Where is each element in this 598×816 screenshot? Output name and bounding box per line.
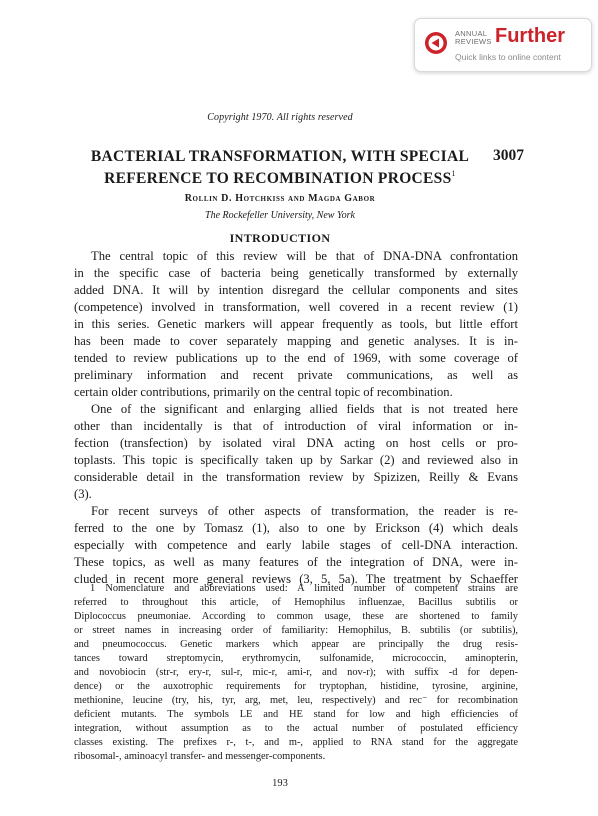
body-line: has been made to cover separately mapping and genetic analyses. It is in-	[74, 334, 518, 348]
further-links-badge[interactable]	[414, 18, 592, 72]
body-line: For recent surveys of other aspects of transformation, the reader is re-	[91, 504, 518, 518]
footnote-line: Diplococcus pneumoniae. According to common usage, these are shortened to family	[74, 611, 518, 622]
body-line: (competence) involved in transformation, well covered in a recent review (1)	[74, 300, 518, 314]
footnote-line: deficient mutants. The symbols LE and HE stand for low and high efficiencies of	[74, 709, 518, 720]
body-line: fection (transfection) by isolated viral DNA acting on host cells or pro-	[74, 436, 518, 450]
body-line: (3).	[74, 487, 92, 501]
footnote-line: methionine, leucine (try, his, tyr, arg, met, leu, respectively) and rec⁻ for recombination	[74, 695, 518, 706]
annual-reviews-play-icon	[424, 31, 448, 55]
article-title	[60, 148, 500, 187]
body-line: ferred to the one by Tomasz (1), also to one by Erickson (4) which deals	[74, 521, 518, 535]
footnote-line: 1 Nomenclature and abbreviations used: A limited number of competent strains are	[90, 583, 518, 594]
body-line: toplasts. This topic is specifically taken up by Sarkar (2) and reviewed also in	[74, 453, 518, 467]
title-line-2	[60, 165, 500, 187]
authors: Rollin D. Hotchkiss and Magda Gabor	[184, 193, 376, 204]
body-line: One of the significant and enlarging allied fields that is not treated here	[91, 402, 518, 416]
footnote-line: referred to throughout this article, of Hemophilus influenzae, Bacillus subtilis or	[74, 597, 518, 608]
body-line: tended to review publications up to the end of 1969, with some coverage of	[74, 351, 518, 365]
annual-text: ANNUAL	[455, 29, 488, 38]
body-line: These topics, as well as many features of the integration of DNA, were in-	[74, 555, 518, 569]
copyright-notice: Copyright 1970. All rights reserved	[207, 112, 353, 123]
reviews-text: REVIEWS	[455, 37, 492, 46]
body-line: other than incidentally is that of introduction of viral information or in-	[74, 419, 518, 433]
body-line: in this series. Genetic markers will appear frequently as tools, but little effort	[74, 317, 518, 331]
footnote-line: and pneumococcus. Genetic markers which appear are principally the drug resis-	[74, 639, 518, 650]
article-number: 3007	[493, 147, 524, 164]
footnote-line: ribosomal-, aminoacyl transfer- and messenger-components.	[74, 751, 326, 762]
footnote-line: or street names in increasing order of familiarity: Hemophilus, B. subtilis (or subtilis),	[74, 625, 518, 636]
annual-reviews-wordmark	[455, 30, 495, 46]
body-line: considerable detail in the transformation review by Spizizen, Reilly & Evans	[74, 470, 518, 484]
footnote-line: and novobiocin (str-r, ery-r, sul-r, mic-r, ami-r, and nov-r); with suffix -d for depen-	[74, 667, 518, 678]
footnote-line: dence) or the auxotrophic requirements for tryptophan, histidine, tyrosine, arginine,	[74, 681, 518, 692]
body-line: The central topic of this review will be that of DNA-DNA confrontation	[91, 249, 518, 263]
title-line-1: BACTERIAL TRANSFORMATION, WITH SPECIAL	[90, 148, 470, 165]
body-line: cluded in recent more general reviews (3, 5, 5a). The treatment by Schaeffer	[74, 572, 518, 586]
section-heading: INTRODUCTION	[229, 231, 331, 245]
body-line: certain older contributions, primarily on the central topic of recombination.	[74, 385, 453, 399]
footnote-line: tances toward streptomycin, erythromycin, sulfonamide, micrococcin, aminopterin,	[74, 653, 518, 664]
body-line: in the specific case of bacteria being genetically transformed by externally	[74, 266, 518, 280]
footnote-line: integration, without assumption as to the actual number of postulated efficiency	[74, 723, 518, 734]
quick-links-label: Quick links to online content	[455, 52, 561, 62]
body-line: preliminary information and recent private communications, as well as	[74, 368, 518, 382]
body-line: especially with competence and early labile stages of cell-DNA interaction.	[74, 538, 518, 552]
affiliation: The Rockefeller University, New York	[205, 210, 355, 221]
page-number: 193	[272, 778, 288, 789]
further-label: Further	[495, 25, 565, 47]
title-footnote-mark: 1	[451, 169, 456, 178]
body-line: added DNA. It will by intention disregard the cellular components and sites	[74, 283, 518, 297]
footnote-line: classes existing. The prefixes r-, t-, and m-, applied to RNA stand for the aggregate	[74, 737, 518, 748]
title-line-2-text: REFERENCE TO RECOMBINATION PROCESS	[104, 170, 452, 187]
